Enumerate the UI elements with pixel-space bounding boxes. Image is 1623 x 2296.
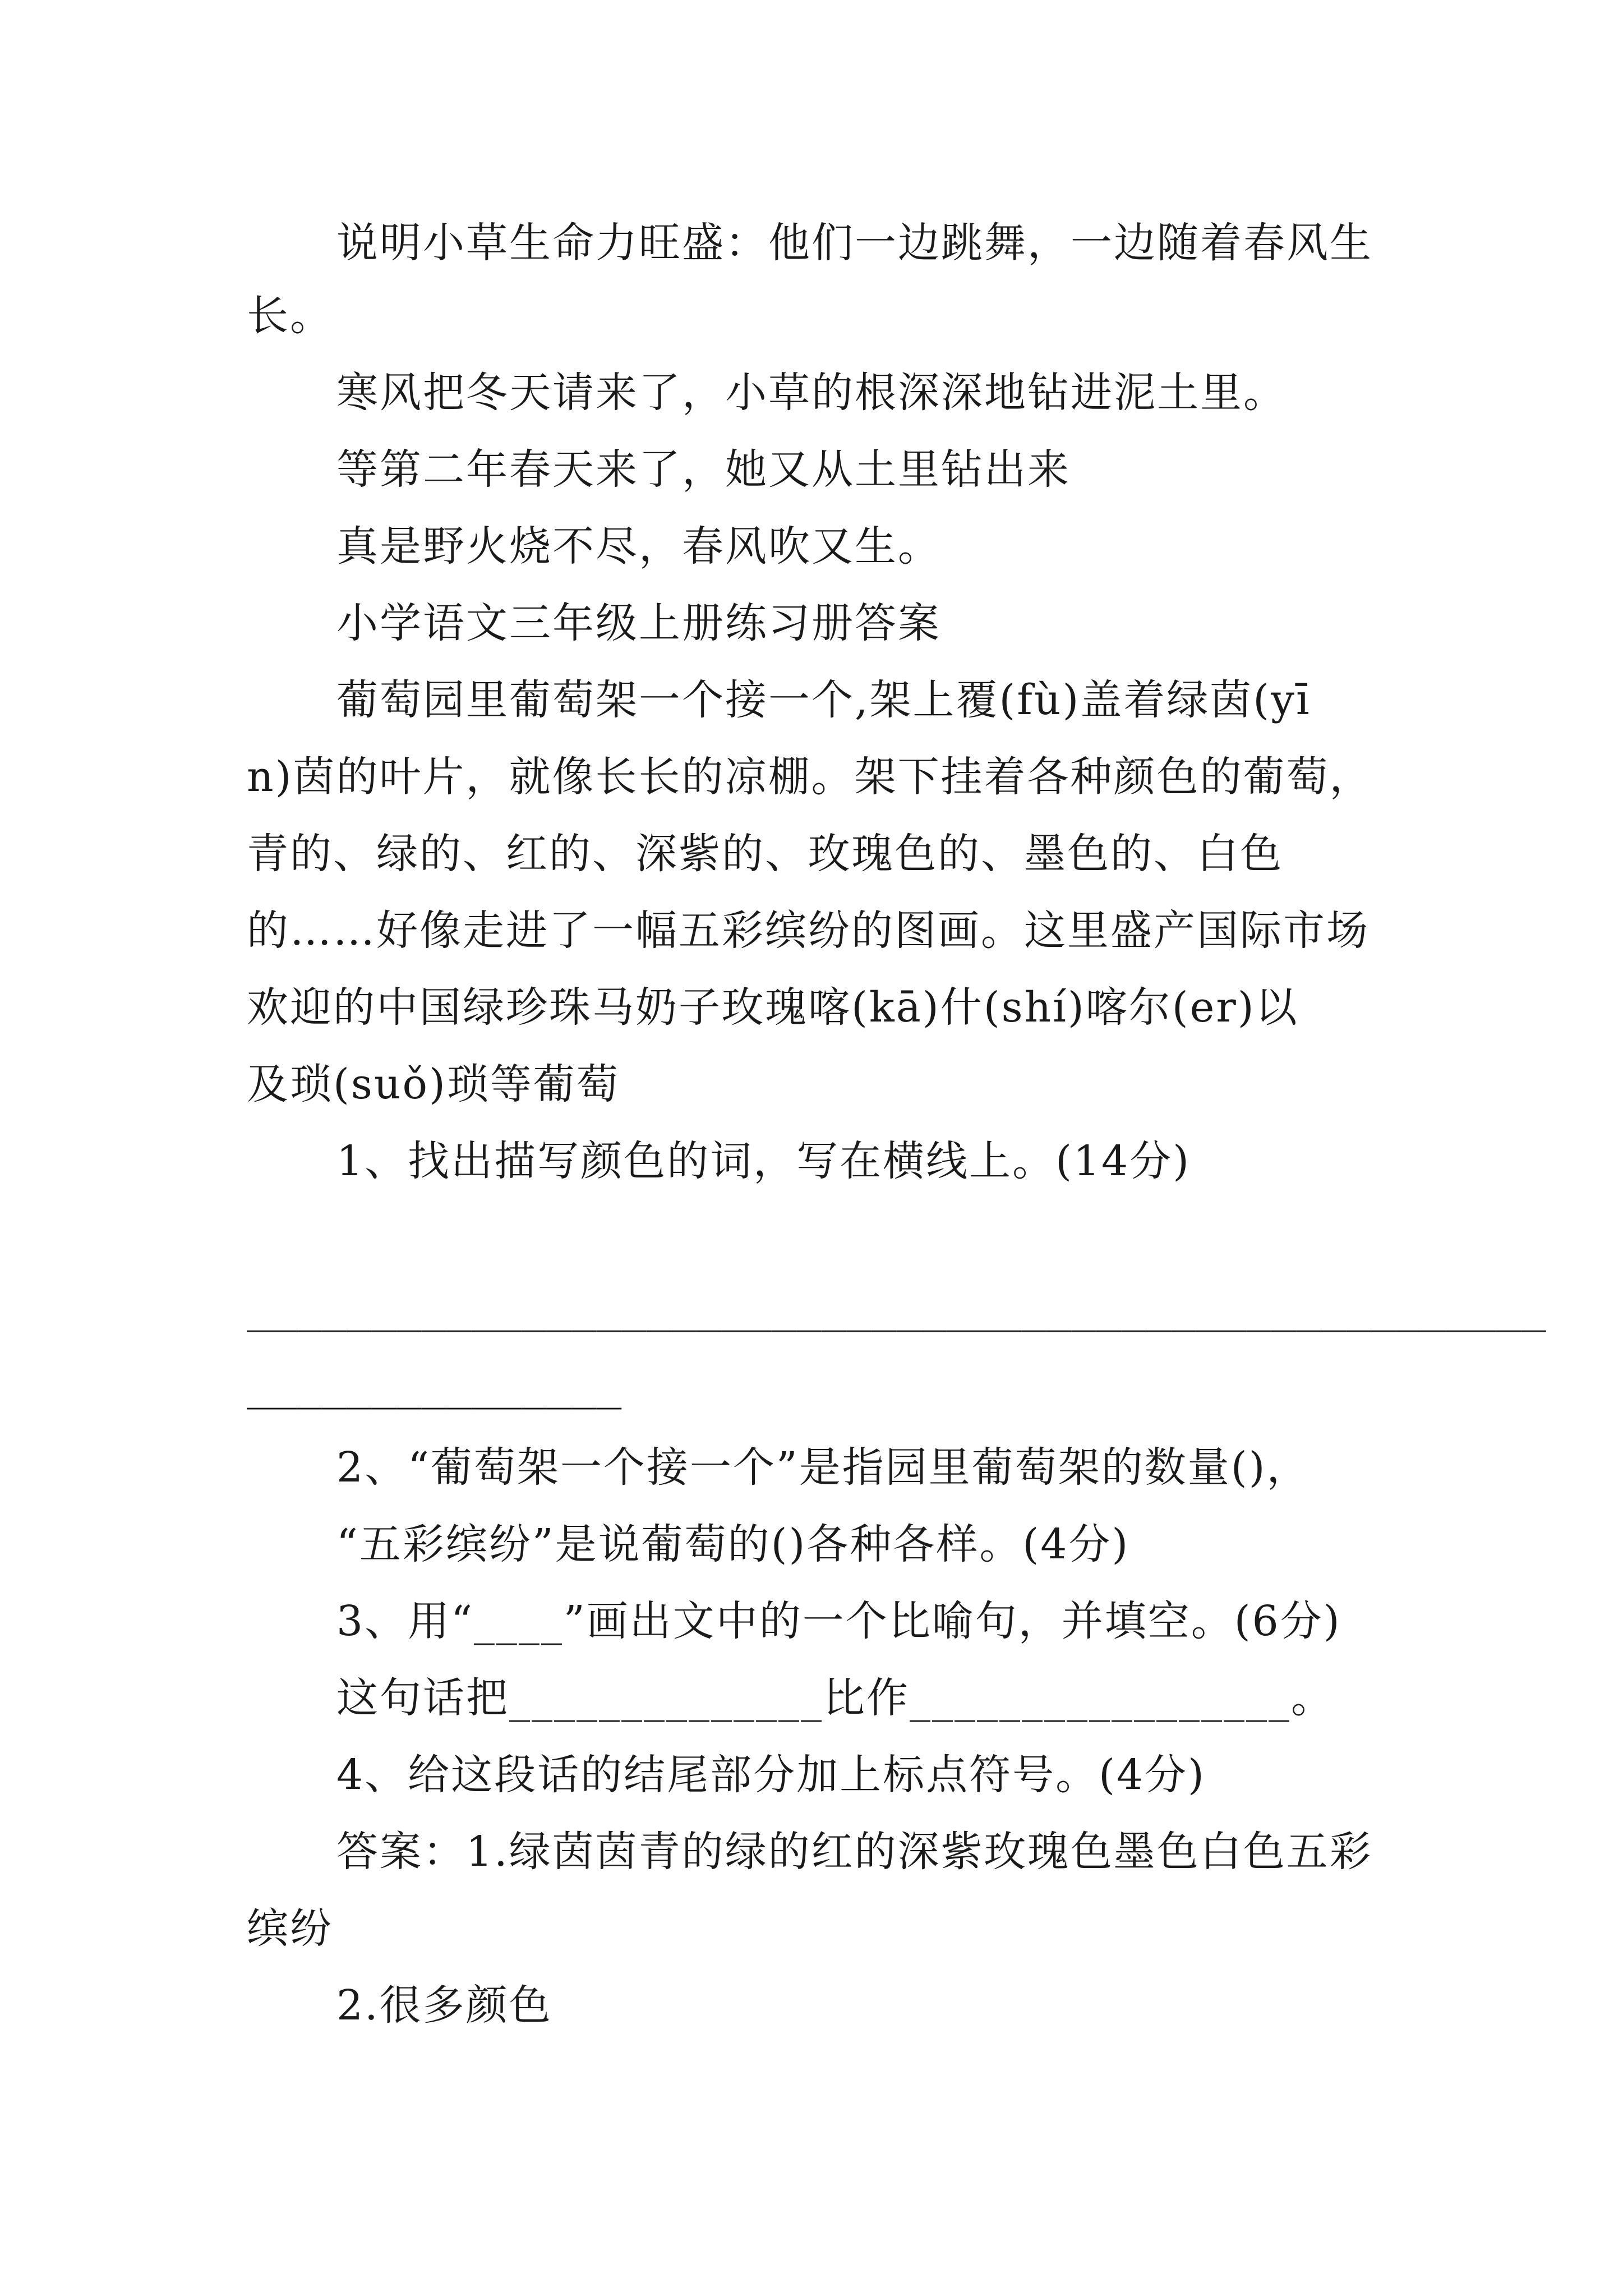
question-3: 3、用“____”画出文中的一个比喻句，并填空。(6分) bbox=[336, 1597, 1341, 1645]
question-1: 1、找出描写颜色的词，写在横线上。(14分) bbox=[336, 1137, 1191, 1185]
paragraph-line-5: 真是野火烧不尽，春风吹又生。 bbox=[336, 522, 941, 570]
answer-line-3: 2.很多颜色 bbox=[336, 1981, 552, 2030]
question-4: 4、给这段话的结尾部分加上标点符号。(4分) bbox=[336, 1751, 1206, 1799]
paragraph-line-3: 寒风把冬天请来了，小草的根深深地钻进泥土里。 bbox=[336, 369, 1287, 417]
answer-line-1: 答案：1.绿茵茵青的绿的红的深紫玫瑰色墨色白色五彩 bbox=[336, 1828, 1373, 1876]
answer-blank-line-2: _______________ bbox=[247, 1361, 622, 1410]
section-heading: 小学语文三年级上册练习册答案 bbox=[336, 599, 941, 647]
passage-line-6: 及琐(suǒ)琐等葡萄 bbox=[247, 1060, 620, 1108]
paragraph-line-2: 长。 bbox=[247, 292, 333, 340]
question-2-line-1: 2、“葡萄架一个接一个”是指园里葡萄架的数量()， bbox=[336, 1443, 1310, 1492]
passage-line-3: 青的、绿的、红的、深紫的、玫瑰色的、墨色的、白色 bbox=[247, 830, 1283, 878]
answer-line-2: 缤纷 bbox=[247, 1904, 333, 1953]
passage-line-4: 的……好像走进了一幅五彩缤纷的图画。这里盛产国际市场 bbox=[247, 907, 1370, 955]
passage-line-2: n)茵的叶片，就像长长的凉棚。架下挂着各种颜色的葡萄， bbox=[247, 753, 1373, 801]
paragraph-line-1: 说明小草生命力旺盛：他们一边跳舞，一边随着春风生 bbox=[336, 219, 1373, 267]
question-3-fill-in: 这句话把______________比作_________________。 bbox=[336, 1674, 1334, 1722]
passage-line-5: 欢迎的中国绿珍珠马奶子玫瑰喀(kā)什(shí)喀尔(er)以 bbox=[247, 983, 1299, 1032]
question-2-line-2: “五彩缤纷”是说葡萄的()各种各样。(4分) bbox=[336, 1520, 1130, 1568]
passage-line-1: 葡萄园里葡萄架一个接一个,架上覆(fù)盖着绿茵(yī bbox=[336, 676, 1311, 724]
paragraph-line-4: 等第二年春天来了，她又从土里钻出来 bbox=[336, 445, 1071, 494]
answer-blank-line-1: ____________________________________________________ bbox=[247, 1284, 1546, 1332]
